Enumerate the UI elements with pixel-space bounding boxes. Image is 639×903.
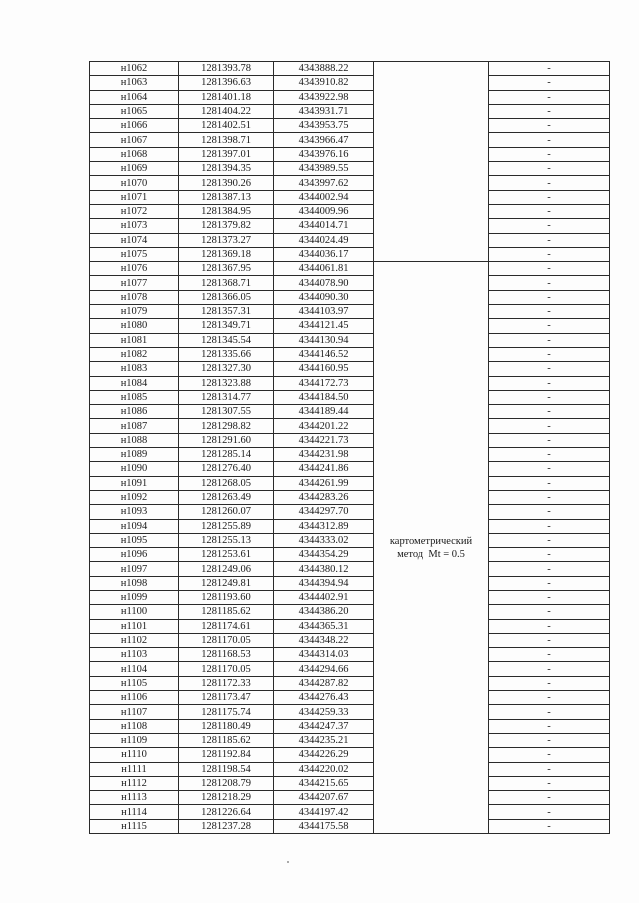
y-coordinate-cell: 4344294.66 xyxy=(274,662,374,676)
point-id-cell: н1086 xyxy=(90,405,179,419)
dash-cell: - xyxy=(489,776,610,790)
dash-cell: - xyxy=(489,262,610,276)
y-coordinate-cell: 4343976.16 xyxy=(274,147,374,161)
point-id-cell: н1065 xyxy=(90,104,179,118)
dash-cell: - xyxy=(489,90,610,104)
y-coordinate-cell: 4343966.47 xyxy=(274,133,374,147)
x-coordinate-cell: 1281170.05 xyxy=(179,633,274,647)
x-coordinate-cell: 1281168.53 xyxy=(179,648,274,662)
y-coordinate-cell: 4344103.97 xyxy=(274,305,374,319)
table-row xyxy=(90,519,610,533)
dash-cell: - xyxy=(489,519,610,533)
method-cell-empty xyxy=(374,62,489,262)
dash-cell: - xyxy=(489,662,610,676)
point-id-cell: н1097 xyxy=(90,562,179,576)
x-coordinate-cell: 1281185.62 xyxy=(179,733,274,747)
point-id-cell: н1084 xyxy=(90,376,179,390)
x-coordinate-cell: 1281368.71 xyxy=(179,276,274,290)
point-id-cell: н1109 xyxy=(90,733,179,747)
table-row xyxy=(90,262,610,276)
x-coordinate-cell: 1281396.63 xyxy=(179,76,274,90)
x-coordinate-cell: 1281237.28 xyxy=(179,819,274,833)
y-coordinate-cell: 4344215.65 xyxy=(274,776,374,790)
x-coordinate-cell: 1281394.35 xyxy=(179,162,274,176)
x-coordinate-cell: 1281335.66 xyxy=(179,347,274,361)
point-id-cell: н1110 xyxy=(90,748,179,762)
point-id-cell: н1115 xyxy=(90,819,179,833)
table-row xyxy=(90,548,610,562)
point-id-cell: н1075 xyxy=(90,247,179,261)
x-coordinate-cell: 1281401.18 xyxy=(179,90,274,104)
point-id-cell: н1103 xyxy=(90,648,179,662)
dash-cell: - xyxy=(489,62,610,76)
dash-cell: - xyxy=(489,319,610,333)
table-row xyxy=(90,805,610,819)
y-coordinate-cell: 4343888.22 xyxy=(274,62,374,76)
dash-cell: - xyxy=(489,462,610,476)
coordinates-table xyxy=(89,61,610,834)
table-row xyxy=(90,605,610,619)
y-coordinate-cell: 4344090.30 xyxy=(274,290,374,304)
point-id-cell: н1078 xyxy=(90,290,179,304)
dash-cell: - xyxy=(489,190,610,204)
point-id-cell: н1083 xyxy=(90,362,179,376)
table-row xyxy=(90,619,610,633)
y-coordinate-cell: 4344160.95 xyxy=(274,362,374,376)
point-id-cell: н1094 xyxy=(90,519,179,533)
point-id-cell: н1113 xyxy=(90,791,179,805)
x-coordinate-cell: 1281366.05 xyxy=(179,290,274,304)
dash-cell: - xyxy=(489,805,610,819)
y-coordinate-cell: 4344175.58 xyxy=(274,819,374,833)
table-row xyxy=(90,90,610,104)
x-coordinate-cell: 1281255.89 xyxy=(179,519,274,533)
x-coordinate-cell: 1281298.82 xyxy=(179,419,274,433)
point-id-cell: н1080 xyxy=(90,319,179,333)
x-coordinate-cell: 1281379.82 xyxy=(179,219,274,233)
dash-cell: - xyxy=(489,691,610,705)
dash-cell: - xyxy=(489,533,610,547)
point-id-cell: н1092 xyxy=(90,490,179,504)
point-id-cell: н1079 xyxy=(90,305,179,319)
dash-cell: - xyxy=(489,419,610,433)
dash-cell: - xyxy=(489,162,610,176)
dash-cell: - xyxy=(489,405,610,419)
x-coordinate-cell: 1281384.95 xyxy=(179,204,274,218)
y-coordinate-cell: 4344312.89 xyxy=(274,519,374,533)
y-coordinate-cell: 4344184.50 xyxy=(274,390,374,404)
x-coordinate-cell: 1281208.79 xyxy=(179,776,274,790)
table-row xyxy=(90,419,610,433)
table-row xyxy=(90,676,610,690)
point-id-cell: н1085 xyxy=(90,390,179,404)
table-row xyxy=(90,333,610,347)
y-coordinate-cell: 4344287.82 xyxy=(274,676,374,690)
dash-cell: - xyxy=(489,791,610,805)
point-id-cell: н1098 xyxy=(90,576,179,590)
point-id-cell: н1112 xyxy=(90,776,179,790)
table-row xyxy=(90,476,610,490)
table-row xyxy=(90,276,610,290)
dash-cell: - xyxy=(489,233,610,247)
point-id-cell: н1091 xyxy=(90,476,179,490)
point-id-cell: н1108 xyxy=(90,719,179,733)
point-id-cell: н1081 xyxy=(90,333,179,347)
y-coordinate-cell: 4344221.73 xyxy=(274,433,374,447)
point-id-cell: н1090 xyxy=(90,462,179,476)
table-row xyxy=(90,819,610,833)
x-coordinate-cell: 1281249.81 xyxy=(179,576,274,590)
dash-cell: - xyxy=(489,819,610,833)
table-row xyxy=(90,76,610,90)
dash-cell: - xyxy=(489,476,610,490)
dash-cell: - xyxy=(489,219,610,233)
dash-cell: - xyxy=(489,433,610,447)
y-coordinate-cell: 4344220.02 xyxy=(274,762,374,776)
y-coordinate-cell: 4343953.75 xyxy=(274,119,374,133)
table-row xyxy=(90,390,610,404)
x-coordinate-cell: 1281173.47 xyxy=(179,691,274,705)
point-id-cell: н1064 xyxy=(90,90,179,104)
x-coordinate-cell: 1281387.13 xyxy=(179,190,274,204)
x-coordinate-cell: 1281390.26 xyxy=(179,176,274,190)
x-coordinate-cell: 1281314.77 xyxy=(179,390,274,404)
y-coordinate-cell: 4344009.96 xyxy=(274,204,374,218)
x-coordinate-cell: 1281260.07 xyxy=(179,505,274,519)
table-row xyxy=(90,176,610,190)
dash-cell: - xyxy=(489,719,610,733)
x-coordinate-cell: 1281276.40 xyxy=(179,462,274,476)
y-coordinate-cell: 4344121.45 xyxy=(274,319,374,333)
x-coordinate-cell: 1281398.71 xyxy=(179,133,274,147)
table-row xyxy=(90,405,610,419)
x-coordinate-cell: 1281174.61 xyxy=(179,619,274,633)
table-row xyxy=(90,62,610,76)
y-coordinate-cell: 4344365.31 xyxy=(274,619,374,633)
point-id-cell: н1087 xyxy=(90,419,179,433)
x-coordinate-cell: 1281263.49 xyxy=(179,490,274,504)
x-coordinate-cell: 1281397.01 xyxy=(179,147,274,161)
x-coordinate-cell: 1281402.51 xyxy=(179,119,274,133)
y-coordinate-cell: 4343997.62 xyxy=(274,176,374,190)
dash-cell: - xyxy=(489,247,610,261)
dash-cell: - xyxy=(489,376,610,390)
table-row xyxy=(90,448,610,462)
table-row xyxy=(90,633,610,647)
dash-cell: - xyxy=(489,633,610,647)
x-coordinate-cell: 1281268.05 xyxy=(179,476,274,490)
x-coordinate-cell: 1281172.33 xyxy=(179,676,274,690)
table-row xyxy=(90,505,610,519)
y-coordinate-cell: 4344261.99 xyxy=(274,476,374,490)
x-coordinate-cell: 1281180.49 xyxy=(179,719,274,733)
dash-cell: - xyxy=(489,290,610,304)
dash-cell: - xyxy=(489,119,610,133)
dash-cell: - xyxy=(489,490,610,504)
dash-cell: - xyxy=(489,748,610,762)
y-coordinate-cell: 4344036.17 xyxy=(274,247,374,261)
y-coordinate-cell: 4343922.98 xyxy=(274,90,374,104)
y-coordinate-cell: 4344276.43 xyxy=(274,691,374,705)
table-row xyxy=(90,662,610,676)
y-coordinate-cell: 4344314.03 xyxy=(274,648,374,662)
x-coordinate-cell: 1281170.05 xyxy=(179,662,274,676)
y-coordinate-cell: 4344197.42 xyxy=(274,805,374,819)
x-coordinate-cell: 1281193.60 xyxy=(179,590,274,604)
dash-cell: - xyxy=(489,605,610,619)
dash-cell: - xyxy=(489,147,610,161)
scan-speck xyxy=(287,861,289,863)
x-coordinate-cell: 1281226.64 xyxy=(179,805,274,819)
point-id-cell: н1100 xyxy=(90,605,179,619)
y-coordinate-cell: 4344146.52 xyxy=(274,347,374,361)
x-coordinate-cell: 1281249.06 xyxy=(179,562,274,576)
x-coordinate-cell: 1281349.71 xyxy=(179,319,274,333)
table-row xyxy=(90,733,610,747)
x-coordinate-cell: 1281253.61 xyxy=(179,548,274,562)
dash-cell: - xyxy=(489,390,610,404)
table-row xyxy=(90,648,610,662)
point-id-cell: н1093 xyxy=(90,505,179,519)
point-id-cell: н1063 xyxy=(90,76,179,90)
table-row xyxy=(90,433,610,447)
table-row xyxy=(90,719,610,733)
point-id-cell: н1088 xyxy=(90,433,179,447)
y-coordinate-cell: 4344259.33 xyxy=(274,705,374,719)
x-coordinate-cell: 1281192.84 xyxy=(179,748,274,762)
y-coordinate-cell: 4343931.71 xyxy=(274,104,374,118)
table-row xyxy=(90,762,610,776)
x-coordinate-cell: 1281198.54 xyxy=(179,762,274,776)
y-coordinate-cell: 4344333.02 xyxy=(274,533,374,547)
table-row xyxy=(90,376,610,390)
point-id-cell: н1101 xyxy=(90,619,179,633)
point-id-cell: н1076 xyxy=(90,262,179,276)
y-coordinate-cell: 4344247.37 xyxy=(274,719,374,733)
dash-cell: - xyxy=(489,576,610,590)
y-coordinate-cell: 4344024.49 xyxy=(274,233,374,247)
table-row xyxy=(90,190,610,204)
point-id-cell: н1099 xyxy=(90,590,179,604)
table-row xyxy=(90,219,610,233)
x-coordinate-cell: 1281291.60 xyxy=(179,433,274,447)
y-coordinate-cell: 4344014.71 xyxy=(274,219,374,233)
dash-cell: - xyxy=(489,276,610,290)
dash-cell: - xyxy=(489,448,610,462)
table-row xyxy=(90,776,610,790)
point-id-cell: н1070 xyxy=(90,176,179,190)
y-coordinate-cell: 4344189.44 xyxy=(274,405,374,419)
y-coordinate-cell: 4344201.22 xyxy=(274,419,374,433)
dash-cell: - xyxy=(489,705,610,719)
dash-cell: - xyxy=(489,133,610,147)
point-id-cell: н1089 xyxy=(90,448,179,462)
dash-cell: - xyxy=(489,104,610,118)
table-row xyxy=(90,791,610,805)
y-coordinate-cell: 4344283.26 xyxy=(274,490,374,504)
y-coordinate-cell: 4344002.94 xyxy=(274,190,374,204)
dash-cell: - xyxy=(489,733,610,747)
table-row xyxy=(90,305,610,319)
dash-cell: - xyxy=(489,619,610,633)
point-id-cell: н1074 xyxy=(90,233,179,247)
y-coordinate-cell: 4344348.22 xyxy=(274,633,374,647)
table-row xyxy=(90,147,610,161)
table-row xyxy=(90,204,610,218)
table-row xyxy=(90,347,610,361)
table-row xyxy=(90,562,610,576)
x-coordinate-cell: 1281327.30 xyxy=(179,362,274,376)
method-name: картометрический xyxy=(389,535,473,547)
y-coordinate-cell: 4344402.91 xyxy=(274,590,374,604)
x-coordinate-cell: 1281285.14 xyxy=(179,448,274,462)
point-id-cell: н1104 xyxy=(90,662,179,676)
x-coordinate-cell: 1281185.62 xyxy=(179,605,274,619)
dash-cell: - xyxy=(489,204,610,218)
x-coordinate-cell: 1281255.13 xyxy=(179,533,274,547)
y-coordinate-cell: 4344380.12 xyxy=(274,562,374,576)
point-id-cell: н1068 xyxy=(90,147,179,161)
dash-cell: - xyxy=(489,305,610,319)
y-coordinate-cell: 4344172.73 xyxy=(274,376,374,390)
dash-cell: - xyxy=(489,505,610,519)
y-coordinate-cell: 4344226.29 xyxy=(274,748,374,762)
table-row xyxy=(90,233,610,247)
x-coordinate-cell: 1281218.29 xyxy=(179,791,274,805)
y-coordinate-cell: 4344061.81 xyxy=(274,262,374,276)
y-coordinate-cell: 4344297.70 xyxy=(274,505,374,519)
point-id-cell: н1071 xyxy=(90,190,179,204)
dash-cell: - xyxy=(489,562,610,576)
point-id-cell: н1077 xyxy=(90,276,179,290)
y-coordinate-cell: 4344354.29 xyxy=(274,548,374,562)
dash-cell: - xyxy=(489,347,610,361)
x-coordinate-cell: 1281323.88 xyxy=(179,376,274,390)
dash-cell: - xyxy=(489,590,610,604)
point-id-cell: н1072 xyxy=(90,204,179,218)
table-row xyxy=(90,290,610,304)
x-coordinate-cell: 1281373.27 xyxy=(179,233,274,247)
y-coordinate-cell: 4344231.98 xyxy=(274,448,374,462)
x-coordinate-cell: 1281357.31 xyxy=(179,305,274,319)
y-coordinate-cell: 4344394.94 xyxy=(274,576,374,590)
y-coordinate-cell: 4344235.21 xyxy=(274,733,374,747)
point-id-cell: н1114 xyxy=(90,805,179,819)
x-coordinate-cell: 1281369.18 xyxy=(179,247,274,261)
y-coordinate-cell: 4344241.86 xyxy=(274,462,374,476)
x-coordinate-cell: 1281175.74 xyxy=(179,705,274,719)
method-cell xyxy=(374,262,489,834)
dash-cell: - xyxy=(489,333,610,347)
y-coordinate-cell: 4343910.82 xyxy=(274,76,374,90)
x-coordinate-cell: 1281404.22 xyxy=(179,104,274,118)
point-id-cell: н1102 xyxy=(90,633,179,647)
y-coordinate-cell: 4344207.67 xyxy=(274,791,374,805)
x-coordinate-cell: 1281345.54 xyxy=(179,333,274,347)
point-id-cell: н1066 xyxy=(90,119,179,133)
table-row xyxy=(90,462,610,476)
point-id-cell: н1062 xyxy=(90,62,179,76)
table-row xyxy=(90,576,610,590)
method-accuracy: метод Mt = 0.5 xyxy=(397,548,465,560)
x-coordinate-cell: 1281367.95 xyxy=(179,262,274,276)
point-id-cell: н1105 xyxy=(90,676,179,690)
dash-cell: - xyxy=(489,648,610,662)
table-row xyxy=(90,133,610,147)
point-id-cell: н1073 xyxy=(90,219,179,233)
dash-cell: - xyxy=(489,362,610,376)
table-row xyxy=(90,362,610,376)
table-row xyxy=(90,319,610,333)
point-id-cell: н1069 xyxy=(90,162,179,176)
point-id-cell: н1095 xyxy=(90,533,179,547)
dash-cell: - xyxy=(489,176,610,190)
dash-cell: - xyxy=(489,548,610,562)
dash-cell: - xyxy=(489,76,610,90)
table-row xyxy=(90,533,610,547)
point-id-cell: н1106 xyxy=(90,691,179,705)
table-row xyxy=(90,162,610,176)
point-id-cell: н1082 xyxy=(90,347,179,361)
y-coordinate-cell: 4344386.20 xyxy=(274,605,374,619)
point-id-cell: н1107 xyxy=(90,705,179,719)
table-row xyxy=(90,119,610,133)
x-coordinate-cell: 1281307.55 xyxy=(179,405,274,419)
table-row xyxy=(90,705,610,719)
table-row xyxy=(90,490,610,504)
y-coordinate-cell: 4343989.55 xyxy=(274,162,374,176)
y-coordinate-cell: 4344078.90 xyxy=(274,276,374,290)
point-id-cell: н1067 xyxy=(90,133,179,147)
table-row xyxy=(90,691,610,705)
table-row xyxy=(90,104,610,118)
table-row xyxy=(90,748,610,762)
dash-cell: - xyxy=(489,676,610,690)
dash-cell: - xyxy=(489,762,610,776)
y-coordinate-cell: 4344130.94 xyxy=(274,333,374,347)
table-row xyxy=(90,247,610,261)
point-id-cell: н1111 xyxy=(90,762,179,776)
x-coordinate-cell: 1281393.78 xyxy=(179,62,274,76)
point-id-cell: н1096 xyxy=(90,548,179,562)
table-row xyxy=(90,590,610,604)
